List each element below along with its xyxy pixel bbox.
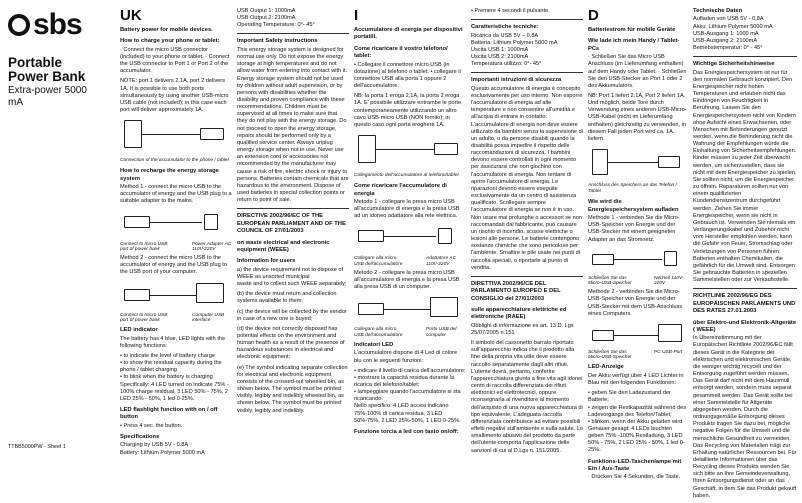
it-method1: Metodo 1 - collegare la presa micro USB all'accumulatore di energia e la presa USB ad un idoneo adattatore alla rete elettrica. <box>354 198 460 220</box>
adapter-icon <box>204 214 218 230</box>
powerbank-icon <box>592 330 614 341</box>
powerbank-icon <box>592 254 614 265</box>
lang-heading-it: I <box>354 7 359 24</box>
uk-safety-text: This energy storage system is designed for normal use only. Do not expose the energy storage at high temperatures and do not allow water from entering into contact with it. Energy storage system should not be used by children without adult supervision, or by persons with disabilities whether the disability and proven compliance with these recommendations. Children must be supervised at all times to make sure that they do not play with the energy storage. Do not proceed to open the energy storage, repairs should be performed only by a qualified service center. Always unplug energy storage when not in use. Never use an extension cord or accessories not recommended by the manufacturer may cause a risk of fire, electric shock or injury to persons. Batteries contain chemicals that are hazardous to the environment. Dispose of used batteries in special collection points or return to point of sale. <box>237 46 349 204</box>
it-safety-text: Questo accumulatore di energia è concepito esclusivamente per uso interno. Non esporre l'accumulatore di energia ad alte temperature e non consentire all'umidità e all'acqua di entrare in contatto. L'accumulatore di energia non deve essere utilizzato da bambini senza la supervisione di un adulto, o da persone disabili quando la disabilità possa impedire il rispetto delle raccomandazioni di sicurezza. I bambini devono essere controllati in ogni momento per assicurarsi che non giochino con l'accumulatore di energia. Non tentare di aprire l'accumulatore di energia. Le riparazioni devono essere eseguite esclusivamente da un centro di assistenza qualificato. Scollegare sempre l'accumulatore di energia se non è in uso. Non usare mai prolunghe o accessori se non raccomandati dal fabbricante, può causare un rischio di incendio, scosse elettriche o lesioni alle persone. Le batterie contengono sostanze chimiche che sono pericolose per l'ambiente. Smaltire le pile usate nei punti di raccolta speciali, o riportarle al punto di vendita. <box>471 85 583 271</box>
uk-fig2-cap-right: Power Adapter AC 110V-220V <box>192 241 232 252</box>
it-led-text: L'accumulatore dispone di 4 Led di colore blu con le seguenti funzioni: <box>354 350 458 364</box>
cable-line <box>614 259 662 260</box>
it-heading: Accumulatore di energia per dispositivi portatili. <box>354 27 463 41</box>
de-heading: Batteriestrom für mobile Geräte <box>588 27 676 33</box>
it-note: NB: la porta 1 eroga 2,1A, la porta 2 eroga 1A. E' possibile utilizzare entrambe le porte contemporaneamente utilizzando un altro cavo USB-micro USB (NON fornito); in questo caso ogni porta erogherà 1A. <box>354 93 462 128</box>
uk-column-2 <box>237 8 349 418</box>
it-fig3-captions <box>354 327 466 338</box>
uk-safety-title: Important Safety instructions <box>237 38 318 45</box>
de-led-b1: • geben Sie den Ladezustand der Batterie; <box>588 390 671 404</box>
uk-info-c: (c) the device will be collected by the vendor in case of a new one is buyed; <box>237 308 347 322</box>
it-spec1: Ricarica da USB 5V – 0,8A <box>471 32 539 39</box>
cable-line <box>142 134 200 135</box>
it-spec2: Batteria: Lithium Polymer 5000 mA <box>471 39 558 46</box>
cable-line <box>150 222 202 223</box>
uk-weee-title: DIRECTIVE 2002/96/EC OF THE EUROPEAN PARLIAMENT AND OF THE COUNCIL OF 27/01/2003 <box>237 213 346 235</box>
cable-line <box>376 149 434 150</box>
uk-note: NOTE: port 1 delivers 2.1A, port 2 delivers 1A. It is possible to use both ports simultaneously by using another USB-micro USB cable (not included); in this case each port will deliver approximately 1A. <box>120 78 229 114</box>
it-weee-title: DIRETTIVA 2002/96/CE DEL PARLAMENTO EUROPEO E DEL CONSIGLIO del 27/01/2003 <box>471 280 561 302</box>
de-column <box>588 8 688 485</box>
sheet-footer: TTBB5000PW - Sheet 1 <box>8 444 66 450</box>
it-spec-title: Caratteristiche tecniche: <box>471 24 539 31</box>
de-fig2-cap-left: Schließen Sie das Micro-USB-Speicher <box>588 275 632 287</box>
de-led-text: Der Akku verfügt über 4 LED Lichter in Blau mit den folgenden Funktionen: <box>588 372 684 387</box>
uk-fig3-cap-left: Connect to micro USB port of power bank <box>120 312 168 323</box>
de-spec2: Akku: Lithium Polymer 5000 mA <box>693 23 773 30</box>
it-fig-computer <box>354 295 466 325</box>
uk-spec2: Battery: Lithium Polymer 5000 mA <box>120 449 205 456</box>
product-subtitle: Extra-power 5000 mA <box>8 85 87 109</box>
de-safety-title: Wichtige Sicherheitshinweise <box>693 61 775 68</box>
uk-fig-computer <box>120 281 232 311</box>
it-fig2-captions <box>354 256 466 267</box>
uk-storage-title: How to recharge the energy storage system <box>120 168 219 182</box>
uk-charge-title: How to charge your phone or tablet: <box>120 38 220 45</box>
divider <box>693 288 797 289</box>
powerbank-icon <box>124 216 150 228</box>
computer-icon <box>430 297 458 317</box>
it-fig-adapter <box>354 224 466 254</box>
uk-torch-title: LED flashlight function with on / off button <box>120 406 218 421</box>
uk-weee-sub: on waste electrical and electronic equipment (WEEE) <box>237 239 330 253</box>
divider <box>471 19 583 20</box>
it-fig-phone <box>354 133 466 171</box>
computer-icon <box>658 324 682 342</box>
uk-led-title: LED indicator <box>120 327 158 334</box>
de-column-2 <box>693 8 797 503</box>
lang-heading-uk: UK <box>120 7 142 24</box>
uk-method1: Method 1 - connect the micro USB to the accumulator of energy and the USB plug to a suitable adapter to the mains. <box>120 184 232 205</box>
uk-fig1-caption: Connection of the accumulator to the phone / tablet <box>120 158 229 164</box>
de-spec5: Betriebstemperatur: 0° - 45° <box>693 45 763 52</box>
uk-led-spec: Specifically: 4 LED turned on indicate 75% - 100% charge residual, 3 LED 50% - 75%, 2 LED 25% - 50%, 1 led 0-25%. <box>120 381 229 402</box>
de-weee-title: RICHTLINIE 2002/96/EG DES EUROPÄISCHEN PARLAMENTS UND DES RATES 27.01.2003 <box>693 293 796 315</box>
uk-info-b: (b) the device must return and collection systems available to them; <box>237 291 337 305</box>
de-charge-title: Wie lade ich mein Handy / Tablet-PCs <box>588 38 680 52</box>
uk-fig3-captions <box>120 313 232 324</box>
it-led-spec: Nello specifico: 4 LED accesi indicano 75%-100% di carica residua, 3 LED 50%-75%, 2 LED 25%-50%, 1 LED 0-25%. <box>354 403 461 424</box>
uk-temp: Operating Temperature: 0°- 45° <box>237 22 315 29</box>
product-title-block <box>8 56 96 109</box>
uk-method2: Method 2 - connect the micro USB to the accumulator of energy and the USB plug to the USB port of your computer. <box>120 255 227 276</box>
cable-line <box>608 162 658 163</box>
lang-heading-de: D <box>588 7 599 24</box>
product-title-line1: Portable <box>8 55 63 70</box>
uk-led-b3: • to blink when the battery is charging <box>120 374 213 381</box>
brand-ring-icon <box>8 14 30 36</box>
de-fig1-caption: Anschluss des Speichers an das Telefon / Tablet <box>588 183 677 195</box>
uk-led-b2: • to show the residual capacity during the phone / tablet charging <box>120 360 222 374</box>
de-storage-title: Wie wird die Energiespeichersystem aufladen <box>588 199 679 213</box>
de-note: NB: Port 1 liefert 2,1A, Port 2 liefert 1A. Und möglich, beide Tore durch Verwendung eines anderen USB-Micro-USB-Kabel (nicht im Lieferumfang enthalten) gleichzeitig zu verwenden, in diesem Fall jeden Port wird ca. 1A. liefern. <box>588 93 687 142</box>
it-weee-sub: sulle apparecchiature elettriche ed elettroniche (RAEE) <box>471 307 567 321</box>
divider <box>693 56 797 57</box>
uk-info-a2: waste and to collect such WEEE separately; <box>237 281 347 288</box>
de-spec-title: Technische Daten <box>693 8 743 14</box>
adapter-icon <box>438 228 452 244</box>
de-led-b3: • blinken, wenn der Akku geladen wird <box>588 418 683 425</box>
it-press: • Premere 4 secondi il pulsante. <box>471 8 550 14</box>
it-weee-body: Il simbolo del cassonetto barrato riportato sull'apparecchio indica che il prodotto alla fine della propria vita utile deve essere raccolto separatamente dagli altri rifiuti. L'utente dovrà, pertanto, conferire l'apparecchiatura giunta a fine vita agli idonei centri di raccolta differenziata dei rifiuti elettronici ed elettrotecnici, oppure riconsegnarla al rivenditore al momento dell'acquisto di una nuova apparecchiatura di tipo equivalente. L'adeguata raccolta differenziata contribuisce ad evitare possibili effetti negativi sull'ambiente e sulla salute. Lo smaltimento abusivo del prodotto da parte dell'utente comporta l'applicazione delle sanzioni di cui al D.Lgs n. 151/2005. <box>471 340 583 454</box>
uk-spec-title: Specifications <box>120 433 160 440</box>
it-column <box>354 8 466 437</box>
de-fig2-cap-right: Netzteil 110V-220V <box>654 275 684 287</box>
cable-line <box>384 309 430 310</box>
it-torch-title: Funzione torcia a led con tasto on/off: <box>354 428 459 435</box>
phone-icon <box>358 135 376 163</box>
de-weee-sub: über Elektro-und Elektronik-Altgeräte ( WEEE) <box>693 319 797 333</box>
it-charge-title: Come ricaricare il vostro telefono/ tablet: <box>354 45 448 60</box>
de-weee-body: In Übereinstimmung mit der Europäischen Richtlinie 2002/96/EC fällt dieses Gerät in die Kategorie der elektrischen und elektronischen Geräte, die weniger wichtig recycelt und der Entsorgung zugeführt werden müssen. Das Gerät darf nicht mit dem Hausmüll entsorgt werden, sondern muss separat gesammelt werden. Das Gerät sollte bei einer Sammelstelle für Altgeräte abgegeben werden. Durch die ordnungsgemäße Entsorgung dieses Produkts tragen Sie dazu bei, mögliche negative Folgen für die Umwelt und die menschliche Gesundheit zu vermeiden. Das Recycling von Materialien trägt zur Erhaltung natürlicher Ressourcen bei. Für detaillierte Informationen über das Recycling dieses Produkts wenden Sie sich bitte an Ihre Gemeindeverwaltung, Ihren Entsorgungsdienst oder an das Geschäft, in dem Sie das Produkt gekauft haben. <box>693 335 797 499</box>
powerbank-icon <box>358 230 384 242</box>
product-title-line2: Power Bank <box>8 69 86 85</box>
it-fig3-cap-left: Collegare alla micro USB dell'accumulatore <box>354 327 403 338</box>
it-led-b1: • indicare il livello di carica dell'accumulatore; <box>354 367 466 374</box>
uk-spec1: Charging by USB 5V - 0.8A <box>120 442 189 449</box>
brand-logo <box>8 10 98 40</box>
uk-fig2-cap-left: Connect to micro USB port of power bank <box>120 241 168 252</box>
de-fig-phone <box>588 147 688 181</box>
cable-line <box>384 236 436 237</box>
uk-info-d: (d) the device not correctly disposed has potential effects on the environment and human health as a result of the presence of hazardous substances in electrical and electronic equipment; <box>237 325 345 361</box>
it-weee-text: Obblighi di informazione ex art. 13 D. Lgs 25/07/2005 n.151 <box>471 322 574 336</box>
de-charge-text: · Schließen Sie das Micro USB Anschluss (im Lieferumfang enthalten) auf dem Handy oder Tablet. · Schließen Sie den USB-Stecker an Port 1 oder 2 des Akkumulators. <box>588 54 687 89</box>
it-spec3: Uscita USB 1: 1000mA <box>471 46 529 53</box>
de-fig3-captions <box>588 350 688 361</box>
it-method2: Metodo 2 - collegare la presa micro USB all'accumulatore di energia e la presa USB alla presa USB di un computer. <box>354 269 460 291</box>
cable-line <box>614 335 658 336</box>
de-fig3-cap-right: PC USB-Port <box>654 349 683 355</box>
computer-icon <box>196 283 224 303</box>
brand-text: sbs <box>33 8 82 41</box>
it-storage-title: Come ricaricare l'accumulatore di energia <box>354 183 447 197</box>
it-column-2 <box>471 8 583 458</box>
it-fig1-caption: Collegamento dell'accumulatore al telefono/tablet <box>354 173 459 179</box>
powerbank-icon <box>124 289 150 301</box>
uk-out2: USB Output 2: 2100mA <box>237 15 296 22</box>
de-spec3: USB-Ausgang 1: 1000 mA <box>693 30 759 37</box>
uk-torch-text: • Press 4 sec. the button. <box>120 422 183 429</box>
it-spec5: Temperatura utilizzo: 0°- 45° <box>471 61 542 68</box>
it-led-b2: • mostrare la capacità residua durante la ricarica del telefono/tablet; <box>354 374 455 388</box>
de-led-title: LED-Anzeige <box>588 364 624 371</box>
it-fig2-cap-right: Adattatore AC 110V-220V <box>426 256 456 267</box>
uk-fig3-cap-right: Computer USB interface <box>192 312 225 323</box>
de-spec1: Aufladen von USB 5V - 0,8A <box>693 16 764 23</box>
uk-fig-adapter <box>120 210 232 240</box>
uk-led-b1: • to indicate the level of battery charge <box>120 352 215 359</box>
uk-fig-phone <box>120 118 232 156</box>
divider <box>237 33 349 34</box>
de-fig3-cap-left: Schließen Sie das Micro-USB-Speicher <box>588 349 632 361</box>
de-safety-text: Das Energiespeichersystem ist nur für den normalen Gebrauch konzipiert. Den Energiespeicher nicht hohen Temperaturen und erlauben nicht das Eindringen von Feuchtigkeit in Berührung. Lassen Sie den Energiespeichersystem nicht von Kindern ohne Aufsicht eines Erwachsenen, oder Menschen mit Behinderungen genutzt werden, wenn die Behinderung nicht die Wahrung der Empfehlungen würde die Einhaltung von Sicherheitsempfehlungen. Kinder müssen zu jeder Zeit überwacht werden, um sicherzustellen, dass sie nicht mit dem Energiespeicher zu spielen. Sie sollten nicht, um die Energiespeicher zu öffnen. Reparaturen sollten nur von einem qualifizierten Kundendienstzentrum durchgeführt werden. Ziehen Sie immer Energiespeicher, wenn sie nicht in Gebrauch ist. Verwenden Sie niemals ein Verlängerungskabel und Zubehör nicht vom Hersteller empfohlen werden, kann die Gefahr von Feuer, Stromschlag oder Verletzungen von Personen führen. Batterien enthalten Chemikalien, die gefährlich für die Umwelt sind. Entsorgen Sie gebrauchte Batterien in speziellen Sammelstellen oder zur Verkaufsstelle. <box>693 69 797 284</box>
powerbank-icon <box>200 128 224 140</box>
de-spec4: USB-Ausgang 2: 2100mA <box>693 37 758 44</box>
uk-fig2-captions <box>120 242 232 253</box>
it-spec4: Uscita USB 2: 2100mA <box>471 54 529 61</box>
uk-out1: USB Output 1: 1000mA <box>237 8 296 14</box>
divider <box>471 72 583 73</box>
uk-charge-text: · Connect the micro USB connector (included) to your phone or tablet. · Connect the USB connector to Port 1 or Port 2 of the accumulator. <box>120 46 230 75</box>
de-fig-adapter <box>588 248 688 274</box>
phone-icon <box>124 120 142 148</box>
de-fig2-captions <box>588 276 688 287</box>
de-torch-title: Funktions-LED-Taschenlampe mit Ein / Aus-Taste <box>588 458 682 472</box>
it-fig3-cap-right: Porta USB del computer <box>426 327 457 338</box>
de-method2: Methode 2 - verbinden Sie die Micro-USB-Speicher von Energie und der USB-Stecker mit dem USB-Anschluss eines Computers. <box>588 289 683 317</box>
it-led-title: Indicatori LED <box>354 341 394 348</box>
uk-info-title: Information for users <box>237 258 296 265</box>
uk-heading: Battery power for mobile devices. <box>120 27 213 33</box>
powerbank-icon <box>358 303 384 315</box>
powerbank-icon <box>658 156 680 168</box>
divider <box>237 208 349 209</box>
divider <box>471 276 583 277</box>
powerbank-icon <box>434 143 458 155</box>
de-led-b2: • zeigen die Restkapazität während des Ladevorgangs des Telefon/Tablet; <box>588 404 687 418</box>
de-led-spec: Genauer gesagt: 4 LEDs leuchten geben 75% -100% Restladung, 3 LED 50% - 75%, 2 LED 25% - 50%, 1 led 0-25%. <box>588 425 685 454</box>
phone-icon <box>592 149 608 175</box>
uk-info-a: a) the device requirement not to dispose of WEEE as unsorted municipal <box>237 266 344 280</box>
it-led-b3: • lampeggiare quando l'accumulatore si sta ricaricando. <box>354 389 461 403</box>
uk-led-text: The battery has 4 blue, LED lights with the following functions: <box>120 335 226 349</box>
de-fig-computer <box>588 322 688 348</box>
it-safety-title: Importanti istruzioni di sicurezza <box>471 77 562 84</box>
de-torch-text: · Drücken Sie 4 Sekunden, die Taste. <box>588 474 681 481</box>
cable-line <box>150 295 196 296</box>
it-fig2-cap-left: Collegare alla micro USB dell'accumulatore <box>354 256 403 267</box>
de-method1: Methode 1 - verbinden Sie die Micro-USB-Speicher von Energie und der USB-Stecker mit einem geeigneten Adapter an das Stromnetz. <box>588 215 680 243</box>
adapter-icon <box>664 251 677 266</box>
uk-column <box>120 8 232 457</box>
uk-info-e: (e) The symbol indicating separate collection for electrical and electronic equipment consists of the crossed-out wheeled bin, as shown below. The symbol must be printed visibly, legibly and indelibly wheeled bin, as shown below. The symbol must be printed visibly, legibly and indelibly. <box>237 364 348 414</box>
it-charge-text: • Collegare il connettore micro USB (in dotazione) al telefono o tablet. • collegare il connettore USB alla porta 1 oppure 2 dell'accumulatore. <box>354 61 461 90</box>
